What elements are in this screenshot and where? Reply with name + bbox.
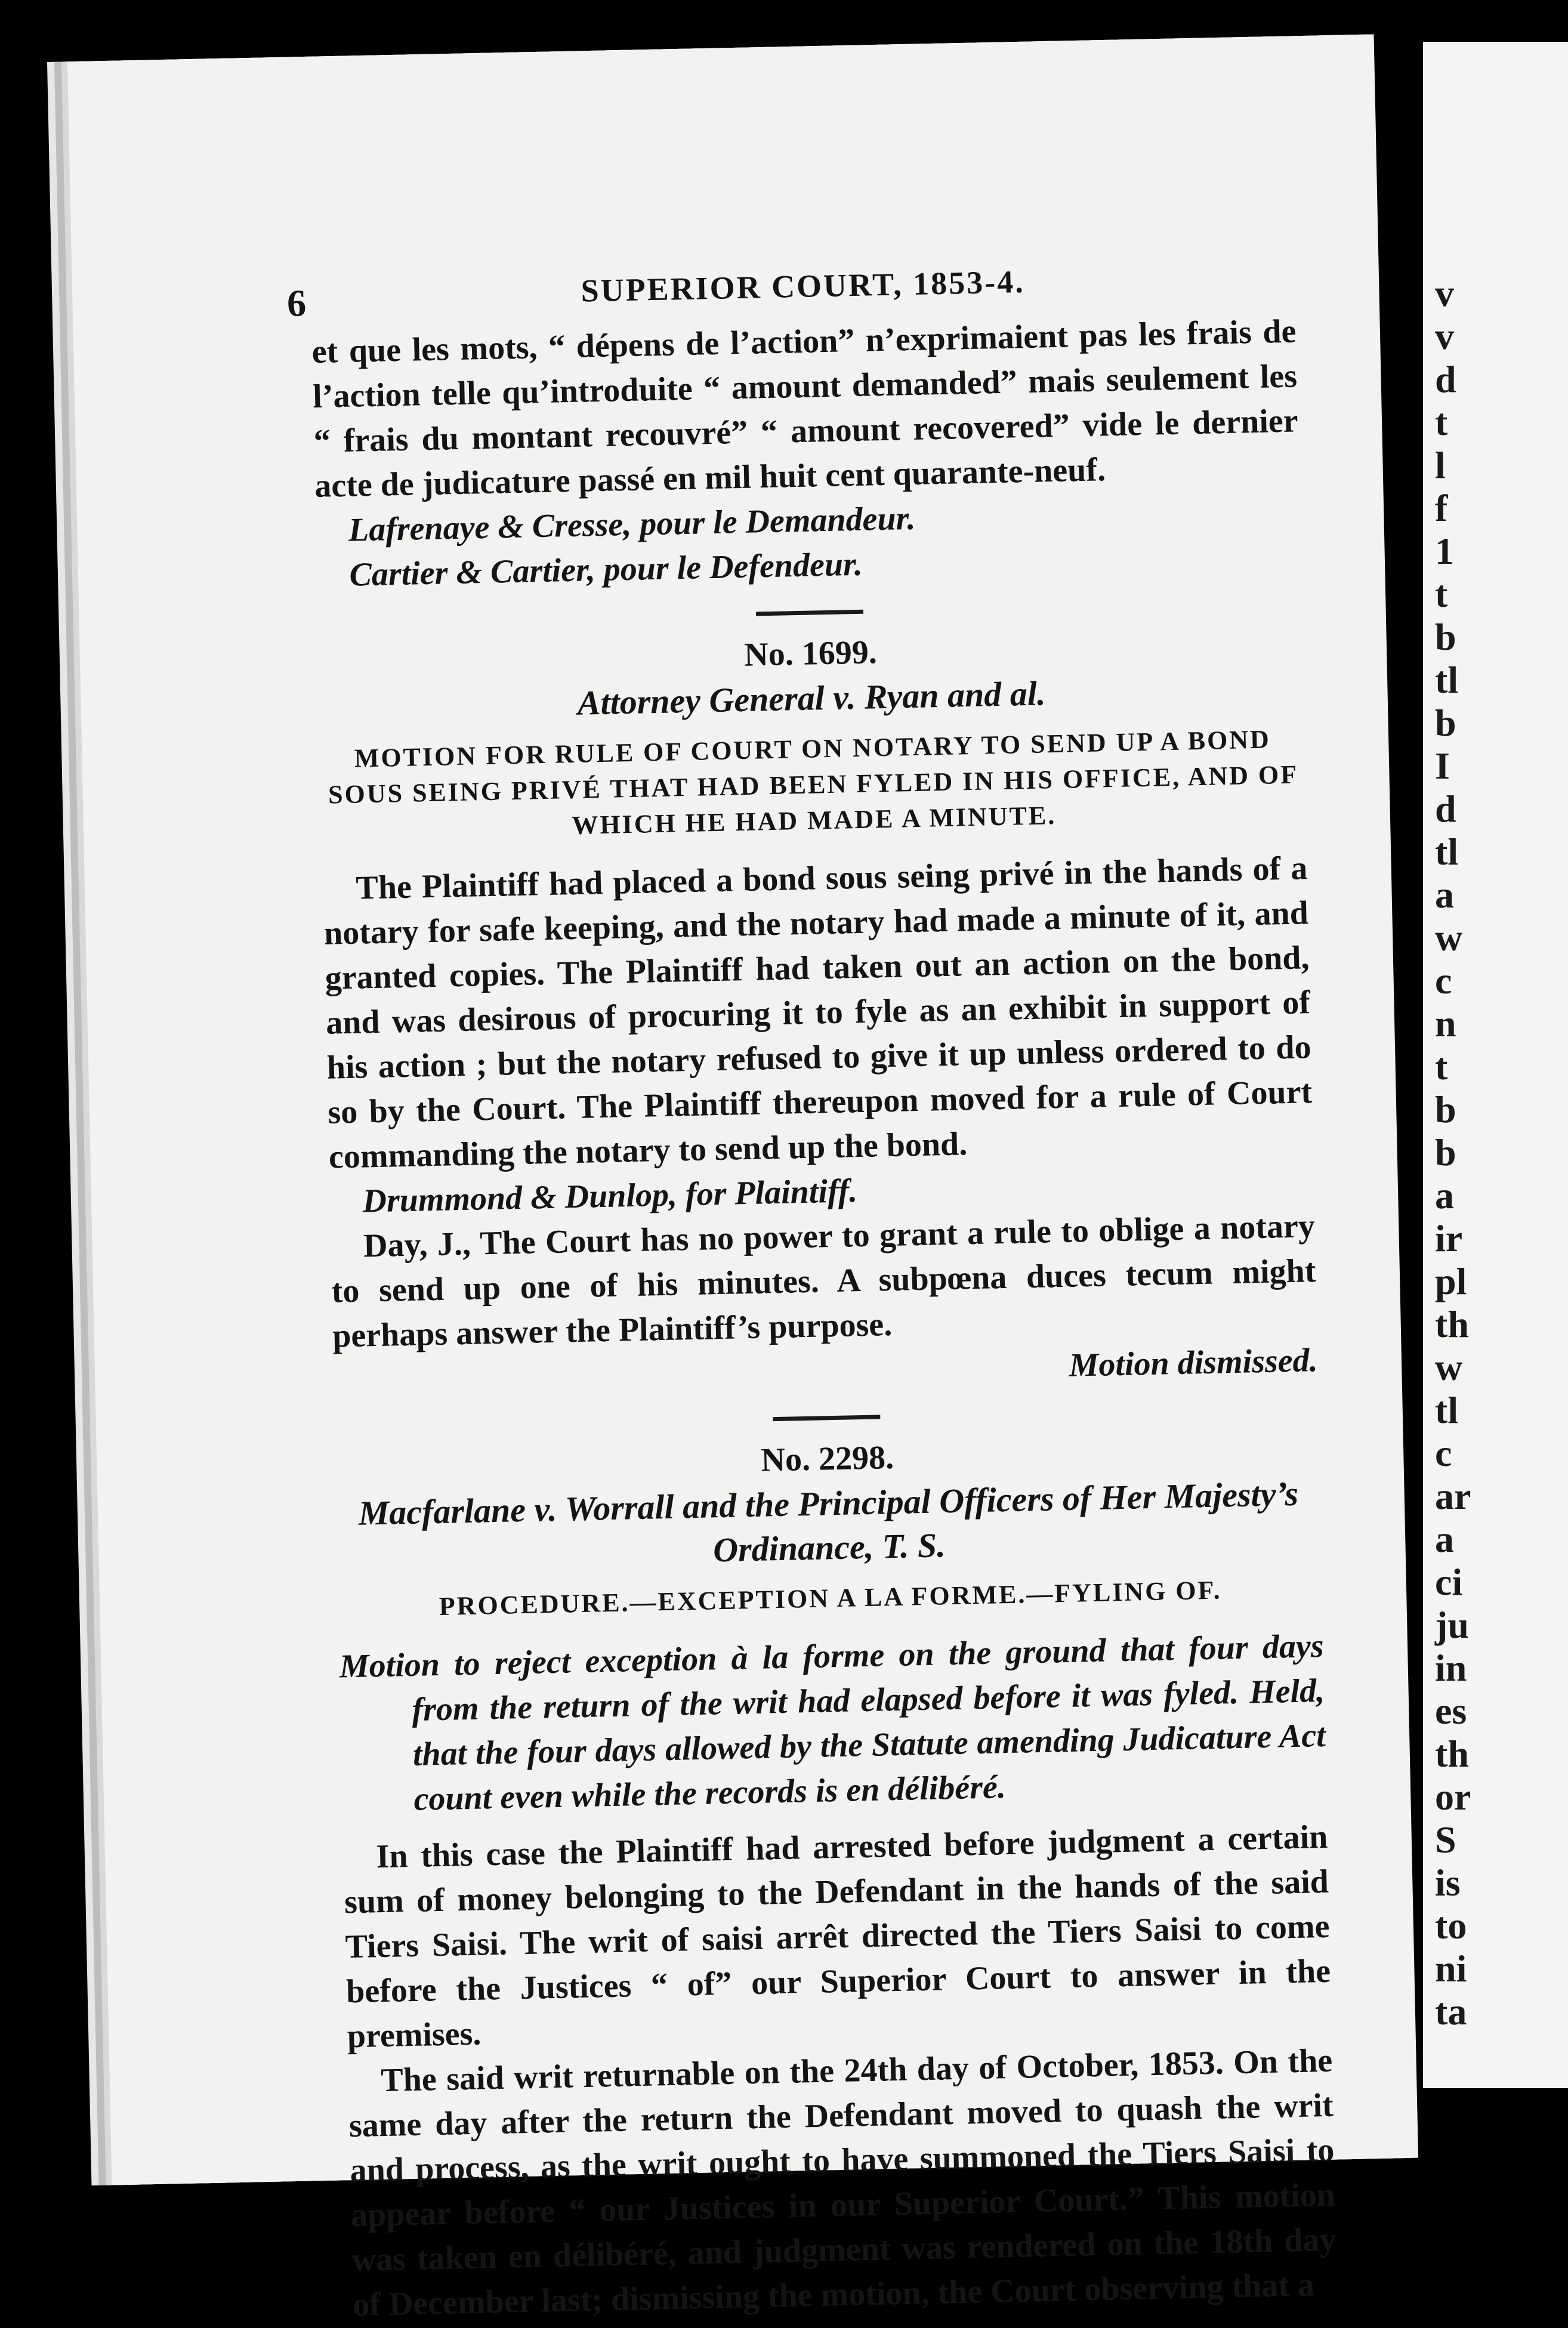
facing-page-fragment: ni (1435, 1947, 1467, 1990)
facing-page-fragment: v (1435, 315, 1454, 357)
counsel-defendant: Cartier & Cartier, pour le Defendeur. (348, 545, 863, 594)
facing-page-fragment: 1 (1435, 530, 1454, 572)
facing-page-fragment: v (1435, 272, 1454, 314)
facing-page-fragment: t (1435, 1045, 1448, 1088)
facing-page-fragment: b (1435, 616, 1456, 658)
disposition: Motion dismissed. (1068, 1342, 1319, 1384)
facing-page-fragment: tl (1435, 659, 1459, 701)
case-paragraph: In this case the Plaintiff had arrested before judgment a certain sum of money belonging to the Defendant in the hands of the said Tiers Saisi. The writ of saisi arrêt directed the Tiers Saisi to come before the Justices “ of” our Superior Court to answer in the premises. (344, 1818, 1331, 2055)
facing-page-fragment: is (1435, 1861, 1461, 1904)
facing-page-fragment: w (1435, 916, 1463, 959)
facing-page-fragment: es (1435, 1690, 1467, 1732)
facing-page-fragment: ta (1435, 1990, 1467, 2033)
facing-page-fragment: b (1435, 1088, 1456, 1131)
case-paragraph: The said writ returnable on the 24th day of October, 1853. On the same day after the return the Defendant moved to quash the writ and process, as the writ ought to have summoned the Tiers Saisi to appear before “ our Justices in our Superior Court.” This motion was taken en délibéré, and judgment was rendered on the 18th day of December last; dismissing the motion, the Court observing that a (348, 2042, 1337, 2324)
page-number: 6 (286, 282, 307, 325)
case-number: No. 1699. (743, 634, 878, 674)
prev-case-paragraph: et que les mots, “ dépens de l’action” n’exprimaient pas les frais de l’action telle qu’introduite “ amount demanded” mais seulement les “ frais du montant recouvré” “ amount recovered” vide le dernier acte de judicature passé en mil huit cent quarante-neuf. (311, 313, 1299, 505)
facing-page-fragment: l (1435, 444, 1446, 486)
facing-page-fragment: a (1435, 1174, 1454, 1217)
facing-page-fragment: a (1435, 873, 1454, 916)
facing-page-fragment: t (1435, 573, 1448, 615)
facing-page-fragment: b (1435, 1131, 1456, 1174)
facing-page-fragment: d (1435, 788, 1456, 830)
case-body: The Plaintiff had placed a bond sous seing privé in the hands of a notary for safe keeping, and the notary had made a minute of it, and granted copies. The Plaintiff had taken out an action on the bond, and was desirous of procuring it to fyle as an exhibit in support of his action ; but the notary refused to give it up unless ordered to do so by the Court. The Plaintiff thereupon moved for a rule of Court commanding the notary to send up the bond. (323, 850, 1313, 1176)
page-content (286, 254, 1338, 2327)
facing-page-fragment: t (1435, 401, 1448, 443)
section-rule (756, 610, 863, 616)
facing-page-fragment: ci (1435, 1561, 1463, 1603)
facing-page-fragment: th (1435, 1733, 1469, 1775)
facing-page-fragment: th (1435, 1303, 1469, 1345)
facing-page-fragment: to (1435, 1904, 1467, 1947)
case-number: No. 2298. (760, 1438, 894, 1479)
case-caption: MOTION FOR RULE OF COURT ON NOTARY TO SEND UP A BOND SOUS SEING PRIVÉ THAT HAD BEEN FYLED IN HIS OFFICE, AND OF WHICH HE HAD MADE A MINUTE. (328, 724, 1299, 841)
facing-page-fragment: b (1435, 702, 1456, 744)
counsel-plaintiff: Lafrenaye & Cresse, pour le Demandeur. (348, 499, 916, 549)
facing-page-fragment: I (1435, 745, 1450, 787)
section-rule (773, 1415, 880, 1421)
case-title: Macfarlane v. Worrall and the Principal Officers of Her Majesty’s Ordinance, T. S. (358, 1474, 1299, 1570)
facing-page-fragment: c (1435, 959, 1452, 1002)
facing-page-fragment: S (1435, 1818, 1456, 1861)
facing-page-fragment: a (1435, 1518, 1454, 1560)
facing-page-fragment: ir (1435, 1217, 1463, 1259)
facing-page-fragment: in (1435, 1647, 1467, 1689)
facing-page (1423, 42, 1568, 2088)
facing-page-fragment: w (1435, 1346, 1463, 1388)
judgment: Day, J., The Court has no power to grant a rule to oblige a notary to send up one of his minutes. A subpœna duces tecum might perhaps answer the Plaintiff’s purpose. (331, 1208, 1316, 1355)
facing-page-fragment: n (1435, 1002, 1456, 1045)
case-title: Attorney General v. Ryan and al. (577, 674, 1046, 723)
facing-page-fragment: tl (1435, 1389, 1459, 1431)
headnote: Motion to reject exception à la forme on the ground that four days from the return of the writ had elapsed before it was fyled. Held, that the four days allowed by the Statute amending Judicature Act count even while the records is en délibéré. (339, 1627, 1326, 1818)
facing-page-fragment: ar (1435, 1475, 1471, 1517)
facing-page-fragment: tl (1435, 830, 1459, 873)
facing-page-fragment: d (1435, 358, 1456, 400)
case-caption: PROCEDURE.—EXCEPTION A LA FORME.—FYLING OF. (439, 1575, 1222, 1621)
facing-page-fragment: c (1435, 1432, 1452, 1474)
facing-page-fragment: ju (1435, 1604, 1469, 1646)
counsel: Drummond & Dunlop, for Plaintiff. (362, 1172, 858, 1220)
facing-page-fragment: f (1435, 487, 1448, 529)
facing-page-fragment: pl (1435, 1260, 1467, 1302)
running-head: SUPERIOR COURT, 1853-4. (580, 263, 1026, 309)
facing-page-fragment: or (1435, 1776, 1471, 1818)
